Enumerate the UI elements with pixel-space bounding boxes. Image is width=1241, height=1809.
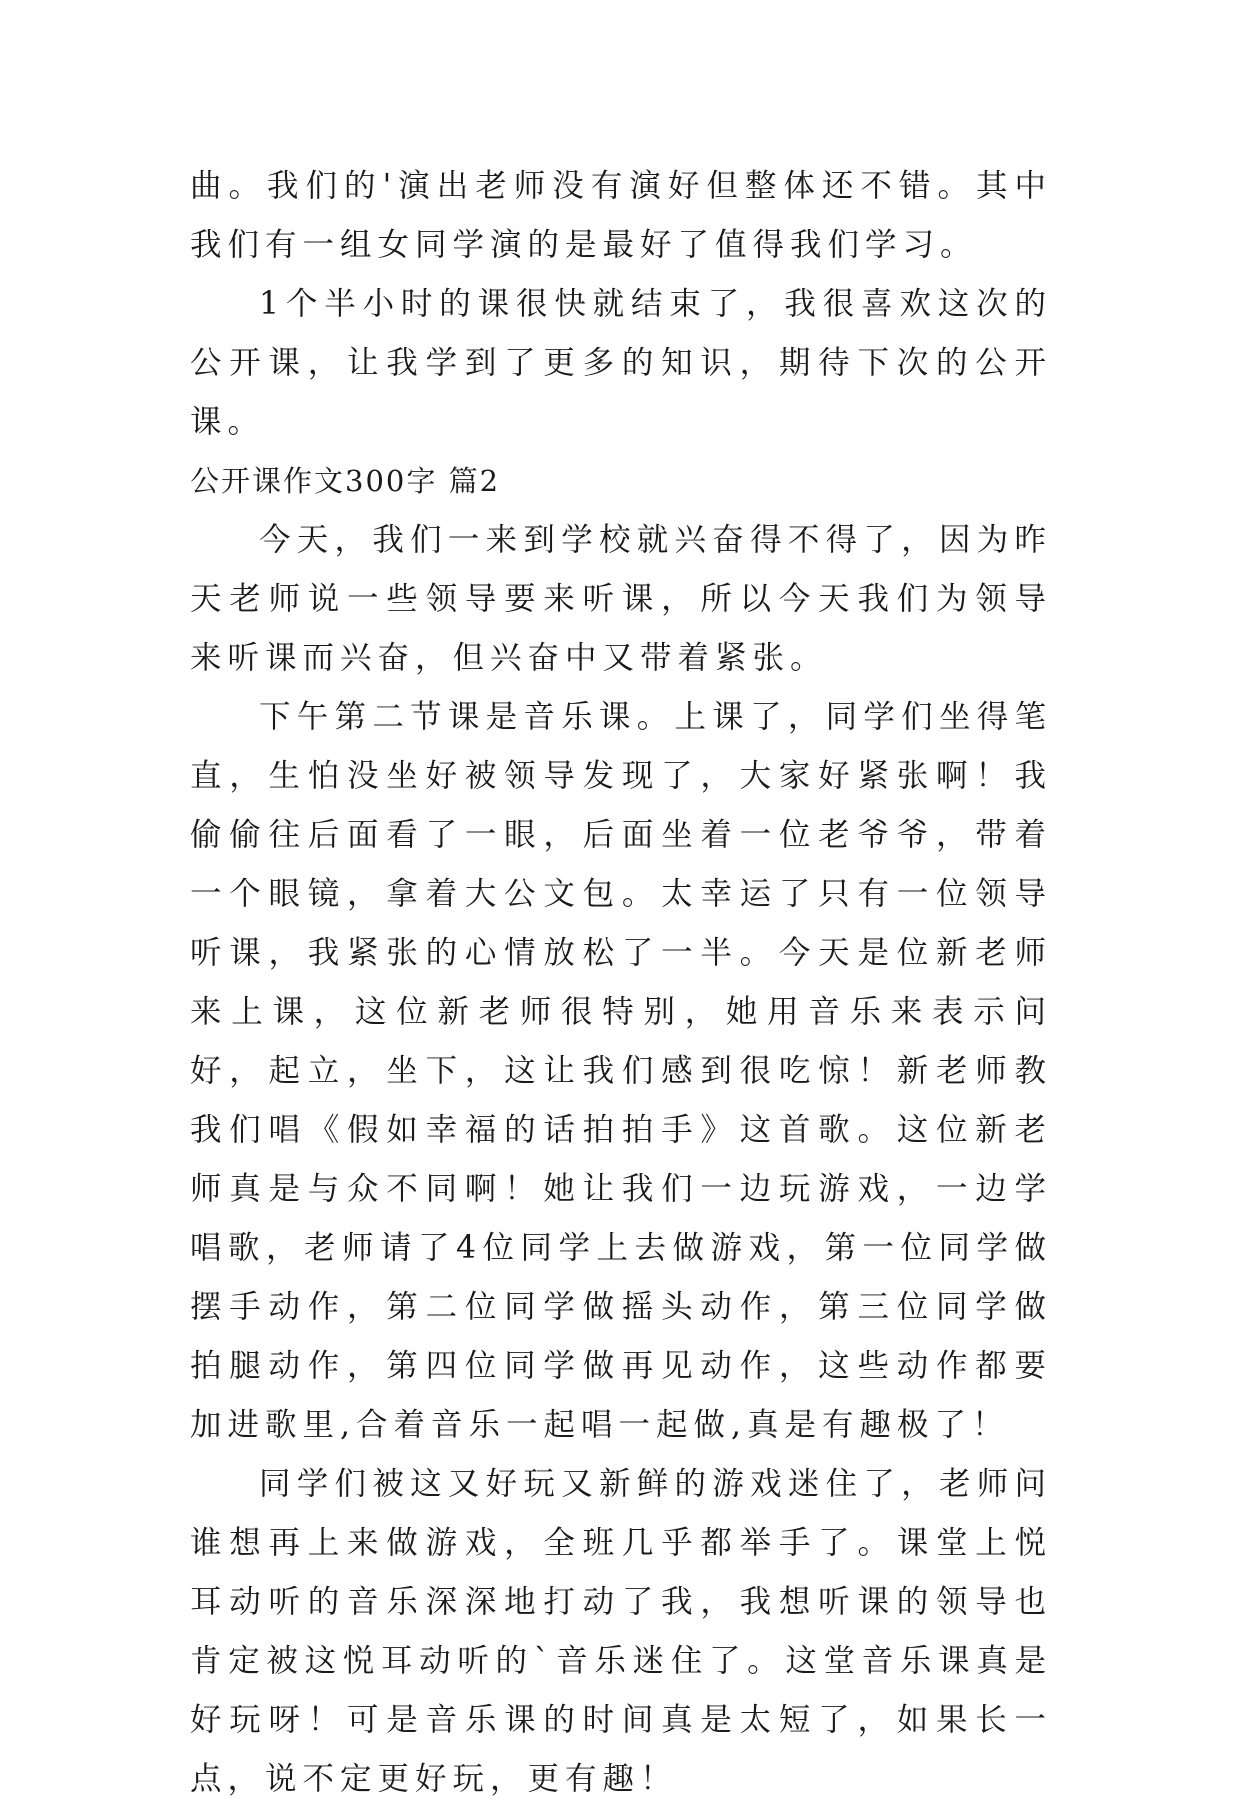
section-heading: 公开课作文300字 篇2 xyxy=(190,464,501,498)
document-body xyxy=(190,157,1052,1809)
paragraph: 1个半小时的课很快就结束了，我很喜欢这次的公开课，让我学到了更多的知识，期待下次的公开课。 xyxy=(190,286,1052,440)
paragraph: 今天，我们一来到学校就兴奋得不得了，因为昨天老师说一些领导要来听课，所以今天我们为领导来听课而兴奋，但兴奋中又带着紧张。 xyxy=(190,522,1052,676)
paragraph: 下午第二节课是音乐课。上课了，同学们坐得笔直，生怕没坐好被领导发现了，大家好紧张啊！我偷偷往后面看了一眼，后面坐着一位老爷爷，带着一个眼镜，拿着大公文包。太幸运了只有一位领导听课，我紧张的心情放松了一半。今天是位新老师来上课，这位新老师很特别，她用音乐来表示问好，起立，坐下，这让我们感到很吃惊！新老师教我们唱《假如幸福的话拍拍手》这首歌。这位新老师真是与众不同啊！她让我们一边玩游戏，一边学唱歌，老师请了4位同学上去做游戏，第一位同学做摆手动作，第二位同学做摇头动作，第三位同学做拍腿动作，第四位同学做再见动作，这些动作都要加进歌里,合着音乐一起唱一起做,真是有趣极了！ xyxy=(190,699,1052,1443)
paragraph: 曲。我们的'演出老师没有演好但整体还不错。其中我们有一组女同学演的是最好了值得我们学习。 xyxy=(190,168,1052,263)
paragraph: 同学们被这又好玩又新鲜的游戏迷住了，老师问谁想再上来做游戏，全班几乎都举手了。课堂上悦耳动听的音乐深深地打动了我，我想听课的领导也肯定被这悦耳动听的`音乐迷住了。这堂音乐课真是好玩呀！可是音乐课的时间真是太短了，如果长一点，说不定更好玩，更有趣！ xyxy=(190,1466,1052,1797)
